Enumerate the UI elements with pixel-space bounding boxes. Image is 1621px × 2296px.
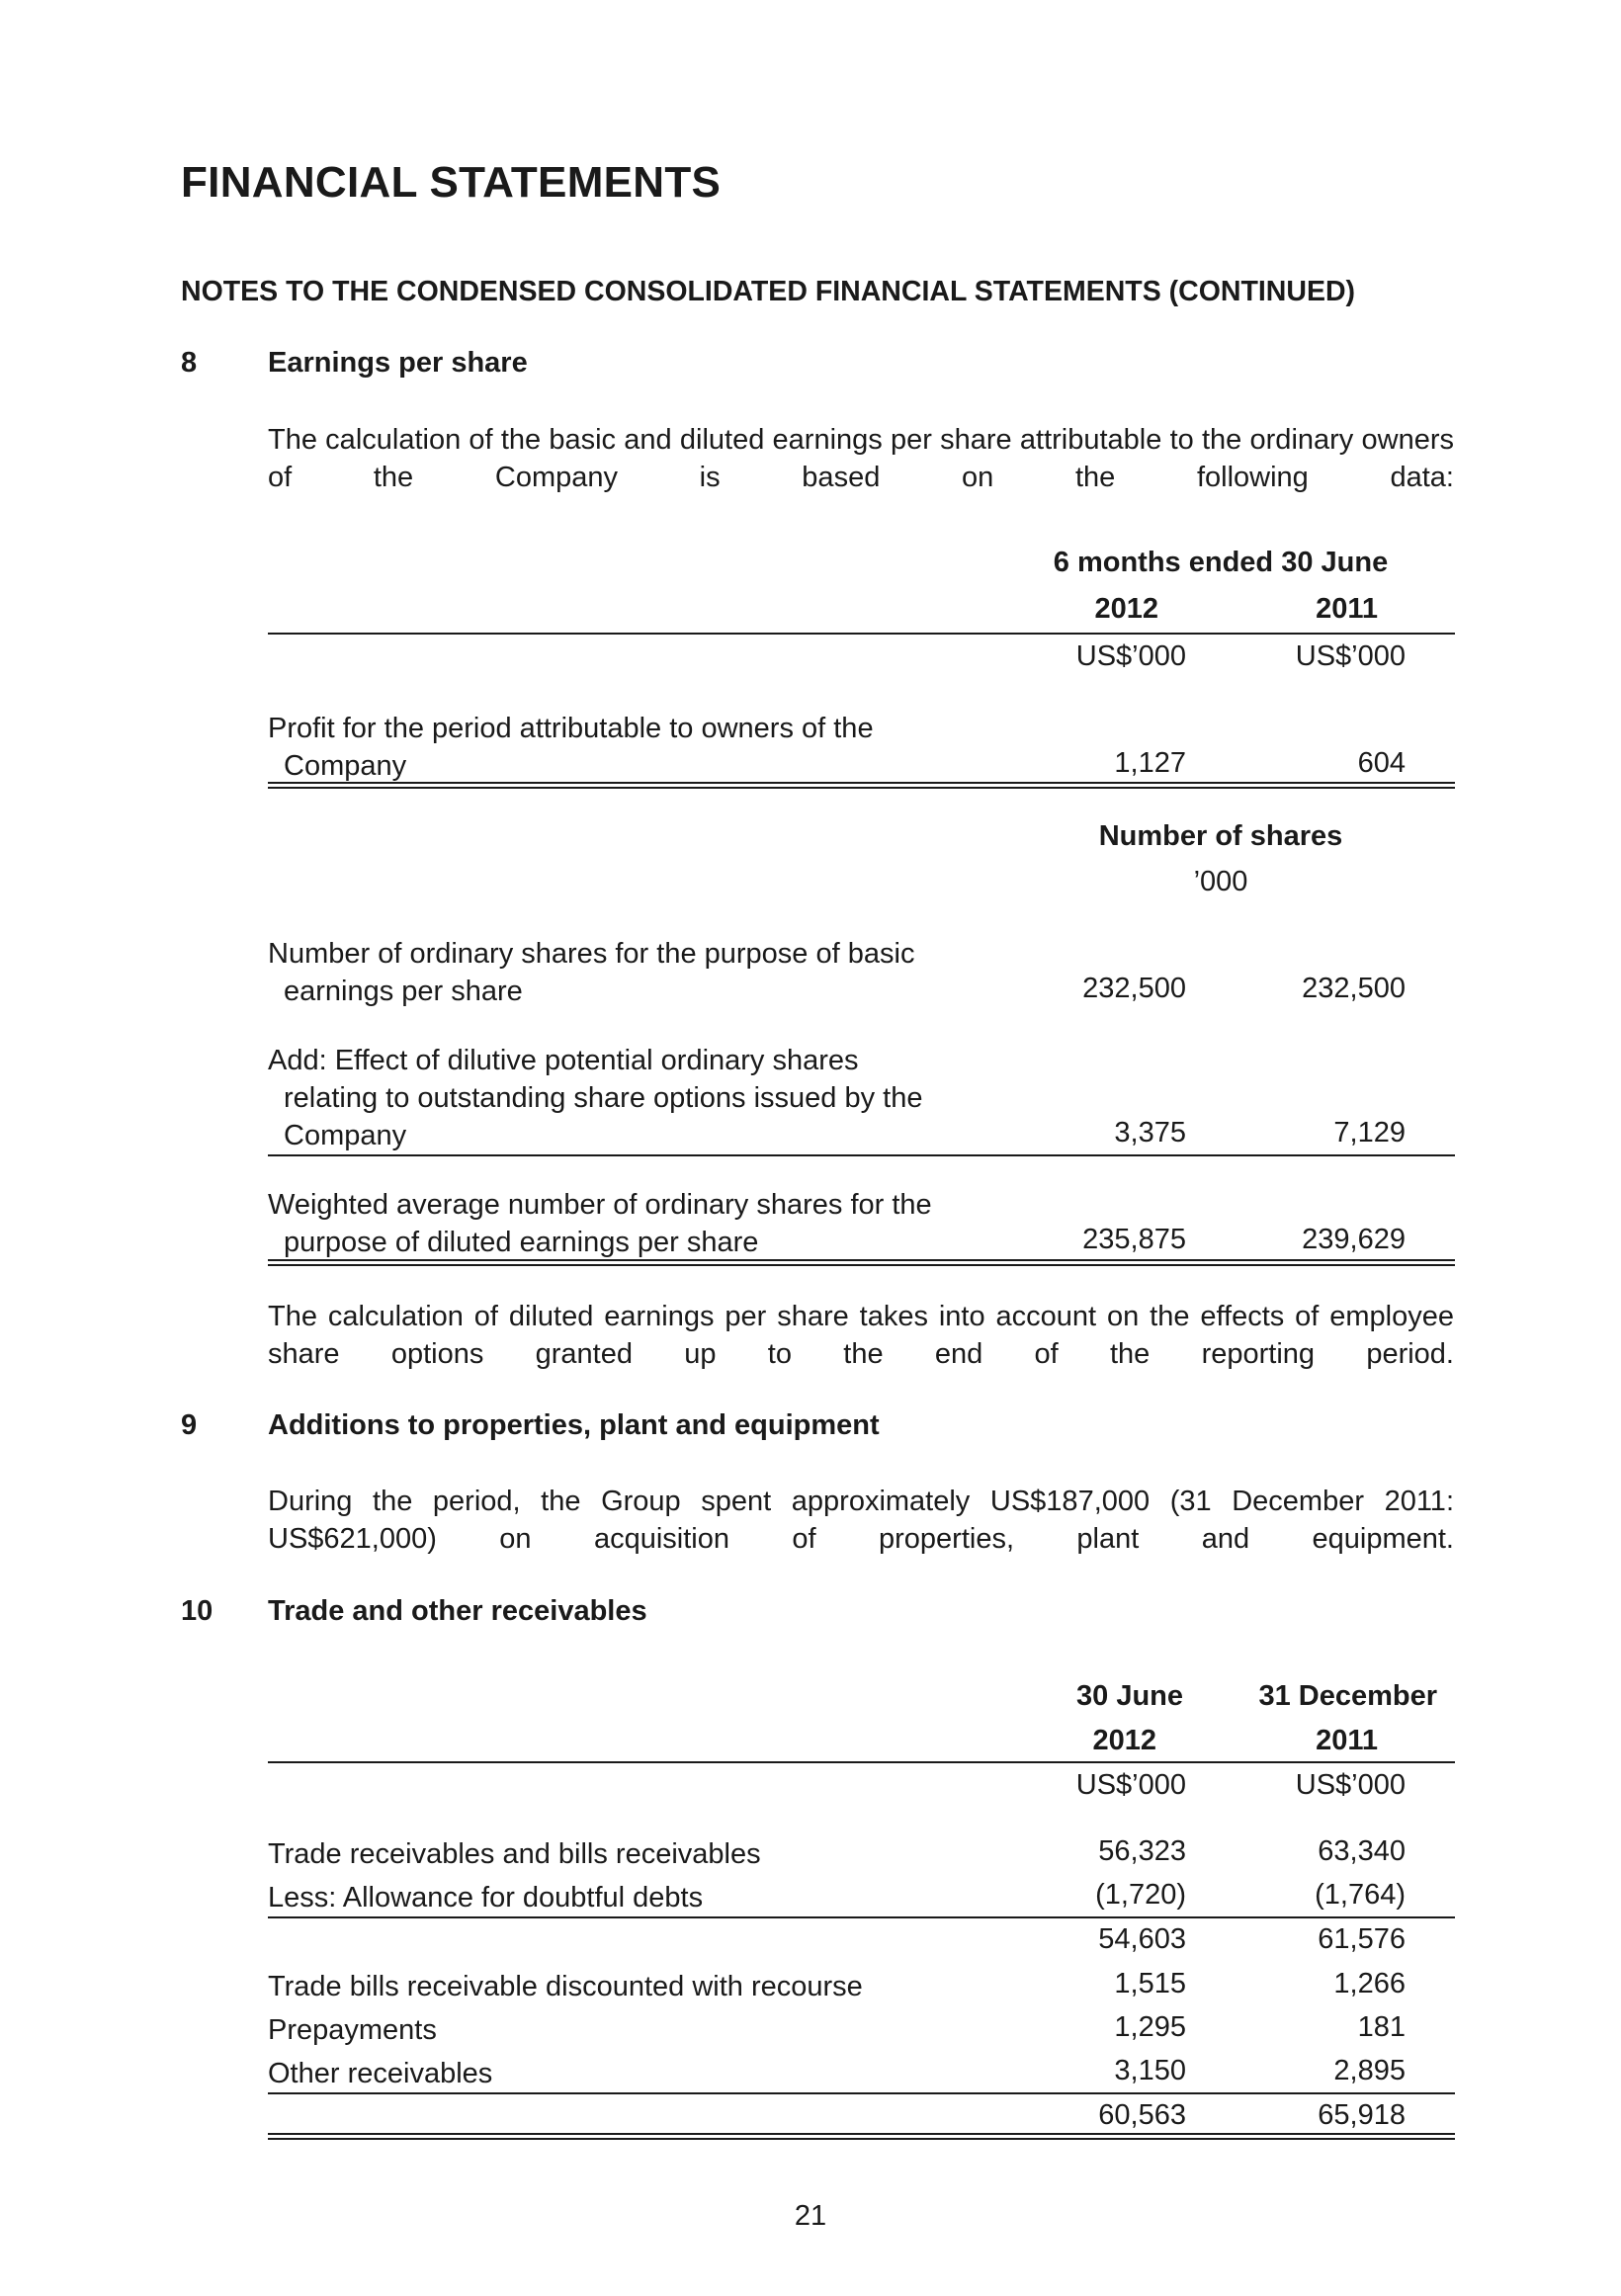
recv-row-value-2011: 181 — [1357, 2011, 1406, 2043]
recv-subtotal-2011: 61,576 — [1318, 1923, 1406, 1955]
dilutive-shares-2011: 7,129 — [1333, 1117, 1406, 1148]
recv-unit-2012: US$’000 — [1075, 1769, 1186, 1801]
recv-header-rule — [268, 1761, 1455, 1763]
recv-total-double-rule — [268, 2133, 1455, 2140]
eps-year-2011: 2011 — [1316, 593, 1378, 625]
eps-header-rule — [268, 633, 1455, 635]
recv-row-value-2011: 1,266 — [1333, 1968, 1406, 1999]
note-9-text: During the period, the Group spent approximately US$187,000 (31 December 2011: US$621,000) on acquisition of properties, plant and equipment. — [268, 1486, 1454, 1555]
recv-year-2012: 2012 — [1092, 1725, 1156, 1756]
note-9-heading: Additions to properties, plant and equipment — [268, 1409, 880, 1441]
dilutive-shares-label: Add: Effect of dilutive potential ordinary shares relating to outstanding share options issued by the Company — [268, 1045, 923, 1151]
eps-period-header: 6 months ended 30 June — [1053, 547, 1389, 578]
recv-total-2011: 65,918 — [1318, 2099, 1406, 2131]
recv-row-label: Trade bills receivable discounted with recourse — [268, 1971, 863, 2002]
profit-2011: 604 — [1357, 747, 1406, 779]
basic-shares-label: Number of ordinary shares for the purpose of basic earnings per share — [268, 938, 915, 1007]
recv-col-header-june: 30 June — [1076, 1680, 1183, 1712]
note-8-intro: The calculation of the basic and diluted earnings per share attributable to the ordinary owners of the Company is based on the following data: — [268, 424, 1454, 493]
recv-row-value-2012: 1,515 — [1114, 1968, 1186, 1999]
recv-row-value-2011: 2,895 — [1333, 2055, 1406, 2086]
recv-row-value-2011: (1,764) — [1315, 1879, 1406, 1911]
note-10-heading: Trade and other receivables — [268, 1595, 647, 1627]
recv-subtotal-rule — [268, 1916, 1455, 1918]
weighted-shares-label: Weighted average number of ordinary shares for the purpose of diluted earnings per share — [268, 1189, 932, 1258]
profit-label: Profit for the period attributable to owners of the Company — [268, 713, 874, 782]
weighted-shares-2011: 239,629 — [1302, 1224, 1406, 1255]
eps-unit-2011: US$’000 — [1295, 640, 1406, 672]
recv-col-header-december: 31 December — [1258, 1680, 1437, 1712]
basic-shares-2011: 232,500 — [1302, 973, 1406, 1004]
recv-row-value-2012: (1,720) — [1095, 1879, 1186, 1911]
eps-year-2012: 2012 — [1094, 593, 1158, 625]
note-8-number: 8 — [181, 347, 198, 379]
note-9-number: 9 — [181, 1409, 198, 1441]
recv-total-rule — [268, 2092, 1455, 2094]
recv-row-label: Trade receivables and bills receivables — [268, 1838, 761, 1870]
dilutive-shares-2012: 3,375 — [1114, 1117, 1186, 1148]
recv-subtotal-2012: 54,603 — [1098, 1923, 1186, 1955]
eps-unit-2012: US$’000 — [1075, 640, 1186, 672]
note-8-footnote: The calculation of diluted earnings per share takes into account on the effects of employee share options granted up to the end of the reporting period. — [268, 1301, 1454, 1370]
weighted-shares-2012: 235,875 — [1082, 1224, 1186, 1255]
profit-2012: 1,127 — [1114, 747, 1186, 779]
note-10-number: 10 — [181, 1595, 213, 1627]
dilutive-rule — [268, 1154, 1455, 1156]
shares-unit: ’000 — [1193, 866, 1248, 897]
recv-row-value-2012: 3,150 — [1114, 2055, 1186, 2086]
page-number: 21 — [794, 2200, 827, 2232]
recv-row-value-2012: 56,323 — [1098, 1835, 1186, 1867]
recv-row-value-2011: 63,340 — [1318, 1835, 1406, 1867]
weighted-double-rule — [268, 1259, 1455, 1266]
recv-year-2011: 2011 — [1316, 1725, 1378, 1756]
note-8-heading: Earnings per share — [268, 347, 528, 379]
recv-row-label: Less: Allowance for doubtful debts — [268, 1882, 704, 1913]
recv-unit-2011: US$’000 — [1295, 1769, 1406, 1801]
section-subtitle: NOTES TO THE CONDENSED CONSOLIDATED FINANCIAL STATEMENTS (CONTINUED) — [181, 276, 1356, 307]
recv-row-label: Prepayments — [268, 2014, 437, 2046]
page-title: FINANCIAL STATEMENTS — [181, 158, 722, 207]
profit-double-rule — [268, 782, 1455, 789]
recv-total-2012: 60,563 — [1098, 2099, 1186, 2131]
basic-shares-2012: 232,500 — [1082, 973, 1186, 1004]
shares-header: Number of shares — [1098, 820, 1343, 852]
recv-row-value-2012: 1,295 — [1114, 2011, 1186, 2043]
recv-row-label: Other receivables — [268, 2058, 493, 2089]
